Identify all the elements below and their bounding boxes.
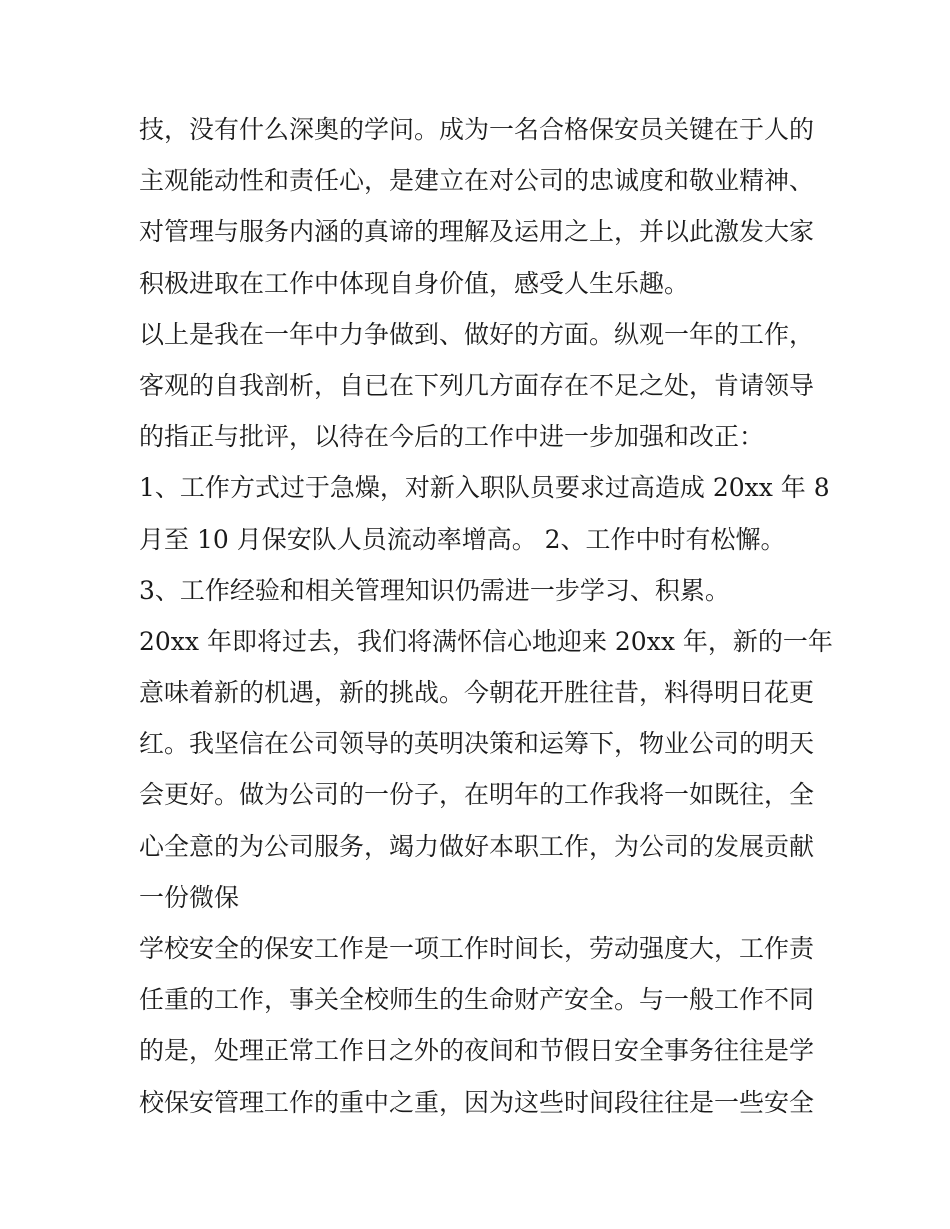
text-line: 会更好。做为公司的一份子，在明年的工作我将一如既往，全 (139, 780, 815, 810)
text-line: 月至 10 月保安队人员流动率增高。 2、工作中时有松懈。 (139, 524, 786, 554)
text-line: 学校安全的保安工作是一项工作时间长，劳动强度大，工作责 (139, 934, 815, 963)
text-line: 的指正与批评，以待在今后的工作中进一步加强和改正： (139, 422, 765, 452)
text-line: 心全意的为公司服务，竭力做好本职工作，为公司的发展贡献 (139, 831, 815, 861)
text-line: 的是，处理正常工作日之外的夜间和节假日安全事务往往是学 (139, 1036, 815, 1066)
document-body (139, 104, 833, 1128)
text-line: 3、工作经验和相关管理知识仍需进一步学习、积累。 (139, 575, 730, 605)
text-line: 1、工作方式过于急燥，对新入职队员要求过高造成 20xx 年 8 (139, 473, 830, 503)
text-line: 红。我坚信在公司领导的英明决策和运筹下，物业公司的明天 (139, 729, 815, 759)
text-line: 20xx 年即将过去，我们将满怀信心地迎来 20xx 年，新的一年 (139, 626, 833, 656)
text-line: 任重的工作，事关全校师生的生命财产安全。与一般工作不同 (139, 985, 815, 1015)
text-line: 一份微保 (139, 882, 240, 912)
text-line: 主观能动性和责任心，是建立在对公司的忠诚度和敬业精神、 (139, 166, 815, 196)
text-line: 技，没有什么深奥的学问。成为一名合格保安员关键在于人的 (139, 115, 815, 144)
text-line: 以上是我在一年中力争做到、做好的方面。纵观一年的工作， (139, 319, 815, 349)
text-line: 积极进取在工作中体现自身价值，感受人生乐趣。 (139, 268, 690, 298)
text-line: 客观的自我剖析，自已在下列几方面存在不足之处，肯请领导 (139, 370, 815, 400)
text-line: 对管理与服务内涵的真谛的理解及运用之上，并以此激发大家 (139, 217, 815, 247)
text-line: 意味着新的机遇，新的挑战。今朝花开胜往昔，料得明日花更 (139, 678, 815, 708)
text-line: 校保安管理工作的重中之重，因为这些时间段往往是一些安全 (139, 1087, 815, 1117)
